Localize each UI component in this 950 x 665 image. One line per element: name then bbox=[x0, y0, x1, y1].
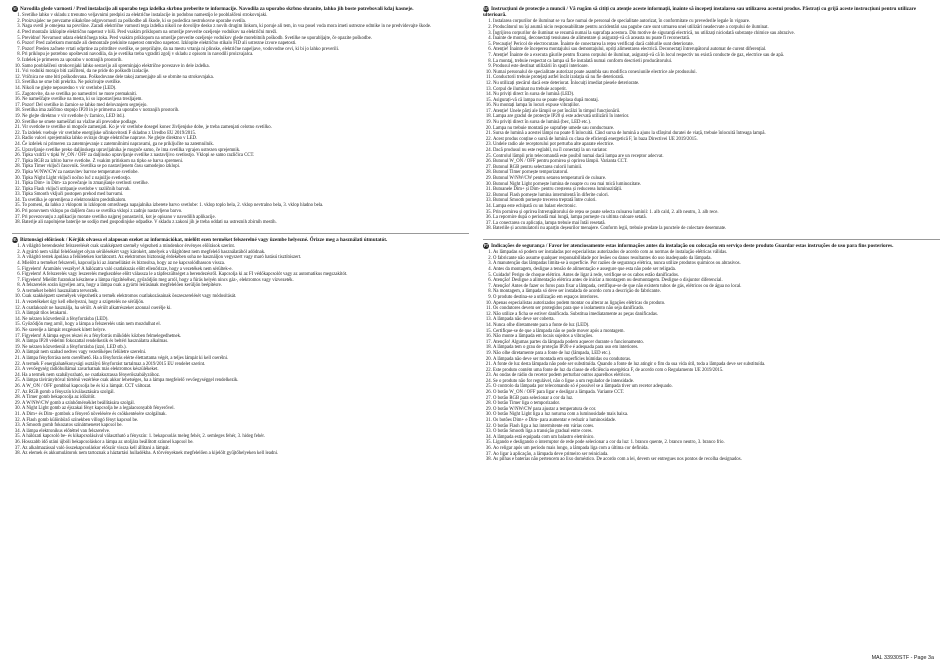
instruction-item: 13. Svetilka ne sme biti prekrita. Ne pokrivajte svetilke. bbox=[22, 80, 469, 86]
instruction-item: 33. Tipka Smooth vključi postopen prehod med barvami. bbox=[22, 192, 469, 198]
instruction-item: 18. A lâmpada tem o grau de proteção IP20 e é adequada para uso em interiores. bbox=[493, 345, 940, 351]
instruction-item: 5. Figyelem! Áramütés veszélye! A hálózatra való csatlakozás előtt ellenőrizze, hogy a vezetékek nem sérültek-e. bbox=[22, 267, 469, 273]
instruction-item: 17. Pozor! Del svetilke in žarnice se lahko med delovanjem segrejejo. bbox=[22, 103, 469, 109]
instruction-item: 38. Az elemek és akkumulátorok nem tartoznak a háztartási hulladékba. A törvényeknek megfelelően a kijelölt gyűjtőhelyeken kell leadni. bbox=[22, 451, 469, 457]
section-heading-text: Biztonsági előírások / Kérjük olvassa el alaposan ezeket az információkat, mielőtt ezen terméket felszerelné vagy üzembe helyezné. Őrizze meg a használati útmutatót. bbox=[20, 237, 388, 244]
instruction-item: 38. As pilhas e baterias não pertencem ao lixo doméstico. De acordo com a lei, devem ser entregues nos pontos de recolha designados. bbox=[493, 457, 940, 463]
instruction-item: 29. Butonul W/NW/CW pentru setarea temperaturii de culoare. bbox=[493, 176, 940, 182]
instruction-item: 17. Atenție! Unele părți ale lămpii se pot încălzi în timpul funcționării. bbox=[493, 109, 940, 115]
instruction-item: 32. O botão Flash liga a luz intermitente em várias cores. bbox=[493, 424, 940, 430]
instruction-item: 1. Svetilke lahko v skladu z trenutno veljavnimi predpisi za električne instalacije in podobno namestijo le pooblaščeni strokovnjaki. bbox=[22, 13, 469, 19]
instruction-item: 36. La repornire după o perioadă mai lungă, lampa pornește cu ultima culoare setată. bbox=[493, 215, 940, 221]
instruction-item: 22. Ta izdelek vsebuje vir svetlobe energijske učinkovitosti F skladno z Uredbo EU 2019/2015. bbox=[22, 131, 469, 137]
instruction-item: 9. O produto destina-se a utilização em espaços interiores. bbox=[493, 295, 940, 301]
instruction-item: 37. La conectarea cu aplicația, lampa trebuie mai întâi resetată. bbox=[493, 221, 940, 227]
instruction-item: 15. Zagotovite, da se svetilka po namestitvi ne more premakniti. bbox=[22, 92, 469, 98]
instruction-item: 14. Nikoli ne glejte neposredno v vir svetlobe (LED). bbox=[22, 86, 469, 92]
instruction-item: 10. Apenas especialistas autorizados podem montar ou alterar as ligações elétricas do produto. bbox=[493, 301, 940, 307]
instruction-item: 28. Butonul Timer pornește temporizatorul. bbox=[493, 170, 940, 176]
instruction-item: 36. Hosszabb idő utáni újbóli bekapcsoláskor a lámpa az utoljára beállított színnel kapcsol be. bbox=[22, 440, 469, 446]
instruction-item: 22. Acest produs conține o sursă de lumină cu clasa de eficiență energetică F, în baza Directivei UE 2019/2015. bbox=[493, 137, 940, 143]
instruction-item: 36. Ao religar após um período mais longo, a lâmpada liga com a última cor definida. bbox=[493, 446, 940, 452]
instruction-item: 24. Če izdelek ni primeren za zatemnjevanje z zatemnilnimi napravami, ga ne priključite na zatemnilnik. bbox=[22, 142, 469, 148]
instruction-item: 23. Undele radio ale receptorului pot perturba alte aparate electrice. bbox=[493, 142, 940, 148]
instruction-item: 15. Győződjön meg arról, hogy a lámpa a felszerelés után nem mozdulhat el. bbox=[22, 322, 469, 328]
instruction-item: 19. Ne glejte direktno v vir svetlobe (v žarnico, LED itd.). bbox=[22, 114, 469, 120]
instruction-item: 16. Não monte a lâmpada em locais sujeitos a vibrações. bbox=[493, 334, 940, 340]
instruction-item: 2. O fabricante não assume qualquer responsabilidade por lesões ou danos resultantes do uso inadequado da lâmpada. bbox=[493, 256, 940, 262]
language-badge: SI bbox=[13, 7, 17, 11]
instruction-item: 25. A lámpa távirányítóval történő vezérlése csak akkor lehetséges, ha a lámpa megfelelő vevőegységgel rendelkezik. bbox=[22, 378, 469, 384]
instruction-item: 11. Vsi vodniki morajo biti zaščiteni, da ne pride do poškodb izolacije. bbox=[22, 69, 469, 75]
instruction-item: 21. A fonte de luz desta lâmpada não pode ser substituída. Quando a fonte de luz atingir o fim da sua vida útil, toda a lâmpada deve ser substituída. bbox=[493, 362, 940, 368]
instruction-item: 28. O botão Timer liga o temporizador. bbox=[493, 401, 940, 407]
instruction-item: 37. Az alkalmazással való összekapcsoláskor először vissza kell állítani a lámpát. bbox=[22, 446, 469, 452]
section-hu bbox=[12, 237, 469, 457]
instruction-item: 11. A vezetékeket úgy kell elhelyezni, hogy a szigetelés ne sérüljön. bbox=[22, 300, 469, 306]
instruction-item: 27. O botão RGB para selecionar a cor da luz. bbox=[493, 396, 940, 402]
instruction-item: 23. As ondas de rádio do recetor podem perturbar outros aparelhos elétricos. bbox=[493, 373, 940, 379]
section-heading-text: Navodila glede varnosti / Pred instalacijo ali uporabo tega izdelka skrbno preberite te informacije. Navodila za uporabo skrbno shranite, lahko jih boste potrebovali kdaj kasneje. bbox=[20, 6, 414, 13]
section-si bbox=[12, 6, 469, 226]
instruction-item: 17. Figyelem! A lámpa egyes részei és a fényforrás működés közben felmelegedhetnek. bbox=[22, 334, 469, 340]
instruction-item: 25. Upravljanje svetilke preko daljinskega upravljalnika je mogoče samo, če ima svetilka vgrajen ustrezen sprejemnik. bbox=[22, 148, 469, 154]
instruction-item: 12. Nu utilizați ștecărul dacă este deteriorat. Înlocuiți imediat piesele deteriorate. bbox=[493, 81, 940, 87]
instruction-item: 31. Os botões Dim+ e Dim- para aumentar e reduzir a luminosidade. bbox=[493, 418, 940, 424]
instruction-item: 9. A terméket beltéri használatra tervezték. bbox=[22, 289, 469, 295]
instruction-item: 29. Tipka W/NW/CW za nastavitev barvne temperature svetlobe. bbox=[22, 170, 469, 176]
instruction-item: 30. Tipka Night Light vključi nočno luč z najnižjo svetlostjo. bbox=[22, 176, 469, 182]
instruction-item: 2. Proizvajalec ne prevzame nikakršne odgovornosti za poškodbe ali škode, ki so posledica nestrokovne uporabe svetila. bbox=[22, 19, 469, 25]
instruction-item: 18. Lampa are gradul de protecție IP20 și este adecvată utilizării în interior. bbox=[493, 114, 940, 120]
instruction-item: 3. Naga svetil je omejena na površine. Zaradi električne varnosti tega izdelka nikoli ne dovolijte desko z novih drugim linkom, ki poruje ali tem, in vsa posel voda mora imeti ustrezne odmike in ne predvidevajte škode. bbox=[22, 24, 469, 30]
instruction-item: 34. A lâmpada está equipada com um balastro eletrónico. bbox=[493, 435, 940, 441]
instruction-item: 19. Nu priviți direct în sursa de lumină (bec, LED etc.). bbox=[493, 120, 940, 126]
instruction-item: 1. A világító berendezést felszerelését csak szakképzett személy végezheti a mindenkor érvényes előírások szerint. bbox=[22, 244, 469, 250]
instruction-item: 21. Sursa de lumină a acestei lămpi nu poate fi înlocuită. Când sursa de lumină a ajuns la sfârșitul duratei de viață, trebuie înlocuită întreaga lampă. bbox=[493, 131, 940, 137]
instruction-item: 15. Certifique-se de que a lâmpada não se pode mover após a montagem. bbox=[493, 329, 940, 335]
instruction-item: 1. As lâmpadas só podem ser instaladas por especialistas autorizados de acordo com as normas de instalação elétricas válidas. bbox=[493, 250, 940, 256]
section-heading bbox=[483, 243, 940, 249]
instruction-item: 7. Pozor! Preden začnete vrtati odprtine za pritrditev svetilke, se prepričajte, da na mestu vrtanja ni plinske, električne napeljave, vodovodne cevi, ki bi jo lahko preverili. bbox=[22, 47, 469, 53]
instruction-item: 3. A manutenção das lâmpadas limita-se à superfície. Por razões de segurança elétrica, nunca utilize produtos químicos ou abrasivos. bbox=[493, 261, 940, 267]
instruction-item: 32. Tipka Flash vključi utripanje svetlobe v različnih barvah. bbox=[22, 187, 469, 193]
instruction-item: 4. Antes da montagem, desligue a tensão de alimentação e assegure que esta não pode ser religada. bbox=[493, 267, 940, 273]
instruction-item: 37. Ao ligar à aplicação, a lâmpada deve primeiro ser reiniciada. bbox=[493, 452, 940, 458]
instruction-item: 23. Radio valovi sprejemnika lahko ovirajo druge električne naprave. Ne glejte direktno v LED. bbox=[22, 136, 469, 142]
instruction-item: 23. A vevőegység rádióhullámai zavarhatnak más elektromos készülékeket. bbox=[22, 367, 469, 373]
instruction-item: 18. Svetilka ima zaščitno stopnjo IP20 in je primerna za uporabo v notranjih prostorih. bbox=[22, 108, 469, 114]
instruction-item: 2. Producătorul nu își asumă nicio responsabilitate pentru accidentări sau pagube care sunt urmarea unei utilizări neadecvate a corpului de iluminat. bbox=[493, 25, 940, 31]
section-divider bbox=[12, 233, 469, 234]
instruction-item: 19. Não olhe diretamente para a fonte de luz (lâmpada, LED etc.). bbox=[493, 351, 940, 357]
instruction-item: 5. Cuidado! Perigo de choque elétrico. Antes de ligar à rede, verifique se os cabos estão danificados. bbox=[493, 273, 940, 279]
instruction-item: 26. O botão W_ON / OFF para ligar e desligar a lâmpada. Variante CCT. bbox=[493, 390, 940, 396]
instruction-item: 6. Pozor! Pred začetkom montaže ali demontaže prekinite napetost omrežno napetost. Izklopite električno stikalo FID ali ustrezne izvore napetosti. bbox=[22, 41, 469, 47]
instruction-item: 12. Não utilize a ficha se estiver danificada. Substitua imediatamente as peças danificadas. bbox=[493, 312, 940, 318]
instruction-list bbox=[12, 13, 469, 226]
instruction-item: 20. A lâmpada não deve ser montada em superfícies húmidas ou condutoras. bbox=[493, 357, 940, 363]
language-badge: PT bbox=[483, 243, 489, 248]
instruction-item: 11. Os condutores devem ser protegidos para que o isolamento não seja danificado. bbox=[493, 306, 940, 312]
instruction-item: 35. A hálózati kapcsoló be- és kikapcsolásával választható a fényszín: 1. bekapcsolás meleg fehér, 2. semleges fehér, 3. hideg fehér. bbox=[22, 434, 469, 440]
instruction-item: 36. Pri ponovnem vklopu po daljšem času se svetilka vklopi z zadnjo nastavljeno barvo. bbox=[22, 209, 469, 215]
instruction-item: 31. Tipka Dim+ in Dim- za povečanje in zmanjšanje svetlosti svetilke. bbox=[22, 181, 469, 187]
instruction-item: 14. Ne nézzen közvetlenül a fényforrásba (LED). bbox=[22, 317, 469, 323]
instruction-item: 32. A Flash gomb különböző színekben villogó fényt kapcsol be. bbox=[22, 418, 469, 424]
instruction-item: 29. A W/NW/CW gomb a színhőmérséklet beállítására szolgál. bbox=[22, 401, 469, 407]
instruction-item: 26. Tipka vzdrži v tipki W_ON / OFF za daljinsko upravljanje svetilke z nastavljivo svetlostjo. Vklopi se samo različica CCT. bbox=[22, 153, 469, 159]
instruction-item: 16. Nu montați lampa în locuri expuse vibrațiilor. bbox=[493, 103, 940, 109]
instruction-item: 38. Baterije ali napolnjene baterije ne sodijo med gospodinjske odpadke. V skladu z zakoni jih je treba oddati na ustreznih zbirnih mestih. bbox=[22, 220, 469, 226]
section-heading bbox=[483, 6, 940, 18]
instruction-item: 13. Corpul de iluminat nu trebuie acoperit. bbox=[493, 87, 940, 93]
instruction-item: 12. A csatlakozót ne használja, ha sérült. A sérült alkatrészeket azonnal cserélje ki. bbox=[22, 306, 469, 312]
instruction-item: 25. O controlo da lâmpada por telecomando só é possível se a lâmpada tiver um recetor adequado. bbox=[493, 384, 940, 390]
instruction-item: 28. Tipka Timer vključi časovnik. Svetilka se po nastavljenem času samodejno izklopi. bbox=[22, 164, 469, 170]
section-ro bbox=[483, 6, 940, 232]
instruction-item: 33. O botão Smooth liga a transição gradual entre cores. bbox=[493, 429, 940, 435]
instruction-item: 30. Butonul Night Light pornește lumina de noapte cu cea mai mică luminozitate. bbox=[493, 182, 940, 188]
instruction-item: 22. A termék F energiahatékonysági osztályú fényforrást tartalmaz a 2019/2015 EU rendelet szerint. bbox=[22, 362, 469, 368]
instruction-item: 8. Na montagem, a lâmpada só deve ser instalada de acordo com a descrição do fabricante. bbox=[493, 289, 940, 295]
section-heading bbox=[12, 6, 469, 12]
instruction-item: 4. Pred montažo izklopite električno napetost v hiši. Pred vsakim priklopom na omrežje preverite ozeljenje vodnikov na električni mreži. bbox=[22, 30, 469, 36]
columns bbox=[12, 6, 940, 654]
instruction-item: 7. Atenção! Antes de fazer os furos para fixar a lâmpada, certifique-se de que não existem tubos de gás, elétricos ou de água no local. bbox=[493, 284, 940, 290]
instruction-list bbox=[483, 250, 940, 463]
instruction-item: 9. Produsul este destinat utilizării în spații interioare. bbox=[493, 64, 940, 70]
instruction-item: 18. A lámpa IP20 védelmi fokozattal rendelkezik és beltéri használatra alkalmas. bbox=[22, 339, 469, 345]
instruction-item: 16. Ne szerelje a lámpát rezgésnek kitett helyre. bbox=[22, 328, 469, 334]
instruction-item: 15. Asigurați-vă că lampa nu se poate deplasa după montaj. bbox=[493, 98, 940, 104]
instruction-item: 6. Atenție! Înainte de începerea montajului sau demontajului, opriți alimentarea electrică. Deconectați întrerupătorul automat de curent diferențial. bbox=[493, 47, 940, 53]
instruction-item: 20. Lampa nu trebuie montată pe suprafețe umede sau conductoare. bbox=[493, 126, 940, 132]
instruction-item: 30. O botão Night Light liga a luz noturna com a luminosidade mais baixa. bbox=[493, 412, 940, 418]
instruction-item: 9. Izdelek je primeren za uporabo v notranjih prostorih. bbox=[22, 58, 469, 64]
instruction-item: 7. Figyelem! Mielőtt furatokat készítene a lámpa rögzítéséhez, győződjön meg arról, hogy a fúrás helyén nincs gáz-, elektromos vagy vízvezeték. bbox=[22, 278, 469, 284]
page-footer: MAL 33930STF - Page 3a bbox=[871, 655, 934, 661]
section-heading bbox=[12, 237, 469, 243]
instruction-item: 1. Instalarea corpurilor de iluminat se va face numai de personal de specialitate autorizat, în conformitate cu prevederile legale în vigoare. bbox=[493, 19, 940, 25]
instruction-item: 4. Înainte de montaj, deconectați tensiunea de alimentare și asigurați-vă că aceasta nu poate fi reconectată. bbox=[493, 36, 940, 42]
instruction-item: 32. Butonul Flash pornește lumina intermitentă în diferite culori. bbox=[493, 193, 940, 199]
instruction-item: 34. Lampa este echipată cu un balast electronic. bbox=[493, 204, 940, 210]
instruction-item: 14. Nunca olhe diretamente para a fonte de luz (LED). bbox=[493, 323, 940, 329]
instruction-item: 8. A felszerelés során ügyeljen arra, hogy a lámpa csak a gyártó leírásának megfelelően kerüljön beépítésre. bbox=[22, 283, 469, 289]
instruction-item: 35. Ligando e desligando o interruptor de rede pode selecionar a cor da luz: 1. branco quente, 2. branco neutro, 3. branco frio. bbox=[493, 440, 940, 446]
instruction-item: 34. Ta svetilka je opremljena z elektronskim predstikalom. bbox=[22, 198, 469, 204]
instruction-list bbox=[12, 244, 469, 457]
instruction-item: 5. Precauție! Pericol de electrocutare. Înainte de conectarea la rețea verificați dacă cablurile sunt deteriorate. bbox=[493, 42, 940, 48]
instruction-item: 26. Butonul W_ON / OFF pentru pornirea și oprirea lămpii. Varianta CCT. bbox=[493, 159, 940, 165]
instruction-item: 7. Atenție! Înainte de a executa găurile pentru fixarea corpului de iluminat, asigurați-vă că în locul respectiv nu există conducte de gaz, electrice sau de apă. bbox=[493, 53, 940, 59]
instruction-item: 35. To pomeni, da lahko z vklopom in izklopom omrežnega napajalnika izberete barvo svetlobe: 1. vklop toplo bela, 2. vklop nevtralno bela, 3. vklop hladno bela. bbox=[22, 203, 469, 209]
instruction-item: 33. A Smooth gomb fokozatos színátmenetet kapcsol be. bbox=[22, 423, 469, 429]
instruction-item: 33. Butonul Smooth pornește trecerea treptată între culori. bbox=[493, 198, 940, 204]
section-divider bbox=[483, 239, 940, 240]
instruction-item: 19. Ne nézzen közvetlenül a fényforrásba (izzó, LED stb.). bbox=[22, 345, 469, 351]
section-pt bbox=[483, 243, 940, 463]
instruction-item: 6. Atenção! Desligue a alimentação elétrica antes de iniciar a montagem ou desmontagem. Desligue o disjuntor diferencial. bbox=[493, 278, 940, 284]
instruction-item: 10. Samo pooblaščeni strokovnjaki lahko sestavijo ali spreminjajo električne povezave in dele izdelka. bbox=[22, 64, 469, 70]
instruction-item: 27. Az RGB gomb a fényszín kiválasztására szolgál. bbox=[22, 390, 469, 396]
instruction-item: 20. Svetilke ne smete nameščati na vlažne ali prevodne podlage. bbox=[22, 120, 469, 126]
language-badge: RO bbox=[483, 7, 489, 11]
instruction-item: 22. Este produto contém uma fonte de luz da classe de eficiência energética F, de acordo com o Regulamento UE 2019/2015. bbox=[493, 368, 940, 374]
instruction-item: 38. Bateriile și acumulatorii nu aparțin deșeurilor menajere. Conform legii, trebuie predate la punctele de colectare desemnate. bbox=[493, 226, 940, 232]
right-column bbox=[483, 6, 940, 654]
instruction-item: 24. Ha a termék nem szabályozható, ne csatlakoztassa fényerőszabályzóhoz. bbox=[22, 373, 469, 379]
instruction-item: 34. A lámpa elektronikus előtéttel van felszerelve. bbox=[22, 429, 469, 435]
instruction-item: 21. A lámpa fényforrása nem cserélhető. Ha a fényforrás elérte élettartama végét, a teljes lámpát ki kell cserélni. bbox=[22, 356, 469, 362]
instruction-item: 13. A lámpát tilos letakarni. bbox=[22, 311, 469, 317]
instruction-item: 30. A Night Light gomb az éjszakai fényt kapcsolja be a legalacsonyabb fényerővel. bbox=[22, 406, 469, 412]
instruction-item: 27. Butonul RGB pentru selectarea culorii luminii. bbox=[493, 165, 940, 171]
instruction-item: 35. Prin pornirea și oprirea întrerupătorului de rețea se poate selecta culoarea luminii: 1. alb cald, 2. alb neutru, 3. alb rece. bbox=[493, 210, 940, 216]
instruction-item: 13. A lâmpada não deve ser coberta. bbox=[493, 317, 940, 323]
instruction-item: 24. Dacă produsul nu este reglabil, nu îl conectați la un variator. bbox=[493, 148, 940, 154]
instruction-item: 16. Ne nameščajte svetilke na mesta, ki so izpostavljena tresljajem. bbox=[22, 97, 469, 103]
instruction-item: 10. Numai personalul de specialitate autorizat poate asambla sau modifica conexiunile electrice ale produsului. bbox=[493, 70, 940, 76]
instruction-item: 14. Nu priviți direct în sursa de lumină (LED). bbox=[493, 92, 940, 98]
instruction-item: 29. O botão W/NW/CW para ajustar a temperatura de cor. bbox=[493, 407, 940, 413]
instruction-item: 26. A W_ON / OFF gombbal kapcsolja be és ki a lámpát. CCT változat. bbox=[22, 384, 469, 390]
instruction-item: 6. Figyelem! A felszerelés vagy leszerelés megkezdése előtt válassza le a tápfeszültséget a berendezésről. Kapcsolja ki az FI védőkapcsolót vagy az automatikus megszakítót. bbox=[22, 272, 469, 278]
instruction-item: 31. Butoanele Dim+ și Dim- pentru creșterea și reducerea luminozității. bbox=[493, 187, 940, 193]
instruction-item: 4. Mielőtt a terméket felszereli, kapcsolja ki az áramellátást és biztosítsa, hogy az ne kapcsolódhasson vissza. bbox=[22, 261, 469, 267]
instruction-item: 27. Tipka RGB za izbiro barve svetlobe. Z vsakim pritiskom na tipko se barva spremeni. bbox=[22, 159, 469, 165]
instruction-item: 28. A Timer gomb bekapcsolja az időzítőt. bbox=[22, 395, 469, 401]
language-badge: HU bbox=[12, 237, 18, 242]
instruction-item: 8. La montaj, trebuie respectat ca lampa să fie instalată numai conform descrierii producătorului. bbox=[493, 59, 940, 65]
instruction-item: 2. A gyártó nem vállal felelősséget olyan sérülésekért vagy károkért, amelyek a világítótest nem megfelelő használatából adódnak. bbox=[22, 250, 469, 256]
instruction-item: 3. Îngrijirea corpurilor de iluminat se rezumă numai la suprafața acestora. Din motive de siguranță electrică, nu utilizați niciodată substanțe chimice sau abrazive. bbox=[493, 31, 940, 37]
instruction-item: 11. Conductorii trebuie protejați astfel încât izolația să nu fie deteriorată. bbox=[493, 75, 940, 81]
section-heading-text: Instrucțiuni de protecție a muncii / Vă rugăm să citiți cu atenție aceste informații, înainte să începeți instalarea sau utilizarea acestui produs. Păstrați cu grijă aceste instrucțiuni pentru utilizare ulterioară. bbox=[483, 6, 917, 19]
instruction-item: 20. A lámpát nem szabad nedves vagy vezetőképes felületre szerelni. bbox=[22, 350, 469, 356]
instruction-item: 12. Vtičnica ne sme biti poškodovana. Poškodovane dele takoj zamenjajte ali se obrnite na strokovnjaka. bbox=[22, 75, 469, 81]
instruction-item: 21. Vir svetlobe te svetilke ni mogoče zamenjati. Ko je vir svetlobe dosegel konec življenjske dobe, je treba zamenjati celotno svetilko. bbox=[22, 125, 469, 131]
instruction-item: 3. A világító testek ápolása a felületeken korlátozott. Az elektromos biztonság érdekében soha ne használjon vegyszert vagy maró hatású tisztítószert. bbox=[22, 255, 469, 261]
instruction-item: 17. Atenção! Algumas partes da lâmpada podem aquecer durante o funcionamento. bbox=[493, 340, 940, 346]
instruction-list bbox=[483, 19, 940, 232]
instruction-item: 25. Controlul lămpii prin telecomandă este posibil numai dacă lampa are un receptor adecvat. bbox=[493, 154, 940, 160]
instruction-item: 10. Csak szakképzett személyek végezhetik a termék elektromos csatlakozásainak összeszerelését vagy módosítását. bbox=[22, 294, 469, 300]
left-column bbox=[12, 6, 469, 654]
section-heading-text: Indicações de segurança / Favor ler atenciosamente estas informações antes da instalação ou colocação em serviço deste produto Guardar estas instruções de uso para fins posteriores. bbox=[491, 243, 894, 250]
instruction-item: 31. A Dim+ és Dim- gombok a fényerő növelésére és csökkentésére szolgálnak. bbox=[22, 412, 469, 418]
instruction-item: 24. Se o produto não for regulável, não o ligue a um regulador de intensidade. bbox=[493, 379, 940, 385]
instruction-item: 8. Pri priklopu je potrebno upoštevati navodila, da je svetilka treba vgraditi zgolj v skladu z opisom in navodili proizvajalca. bbox=[22, 52, 469, 58]
instruction-item: 5. Previdno! Nevarnost udara električnega toka. Pred vsakim priklopom na omrežje preverite ozeljenje vodnikov glede morebitnih poškodb. Svetilke ne uporabljajte, če opazite poškodbe. bbox=[22, 36, 469, 42]
instruction-item: 37. Pri povezovanju z aplikacijo morate svetilko najprej ponastaviti, kot je opisano v navodilih aplikacije. bbox=[22, 215, 469, 221]
